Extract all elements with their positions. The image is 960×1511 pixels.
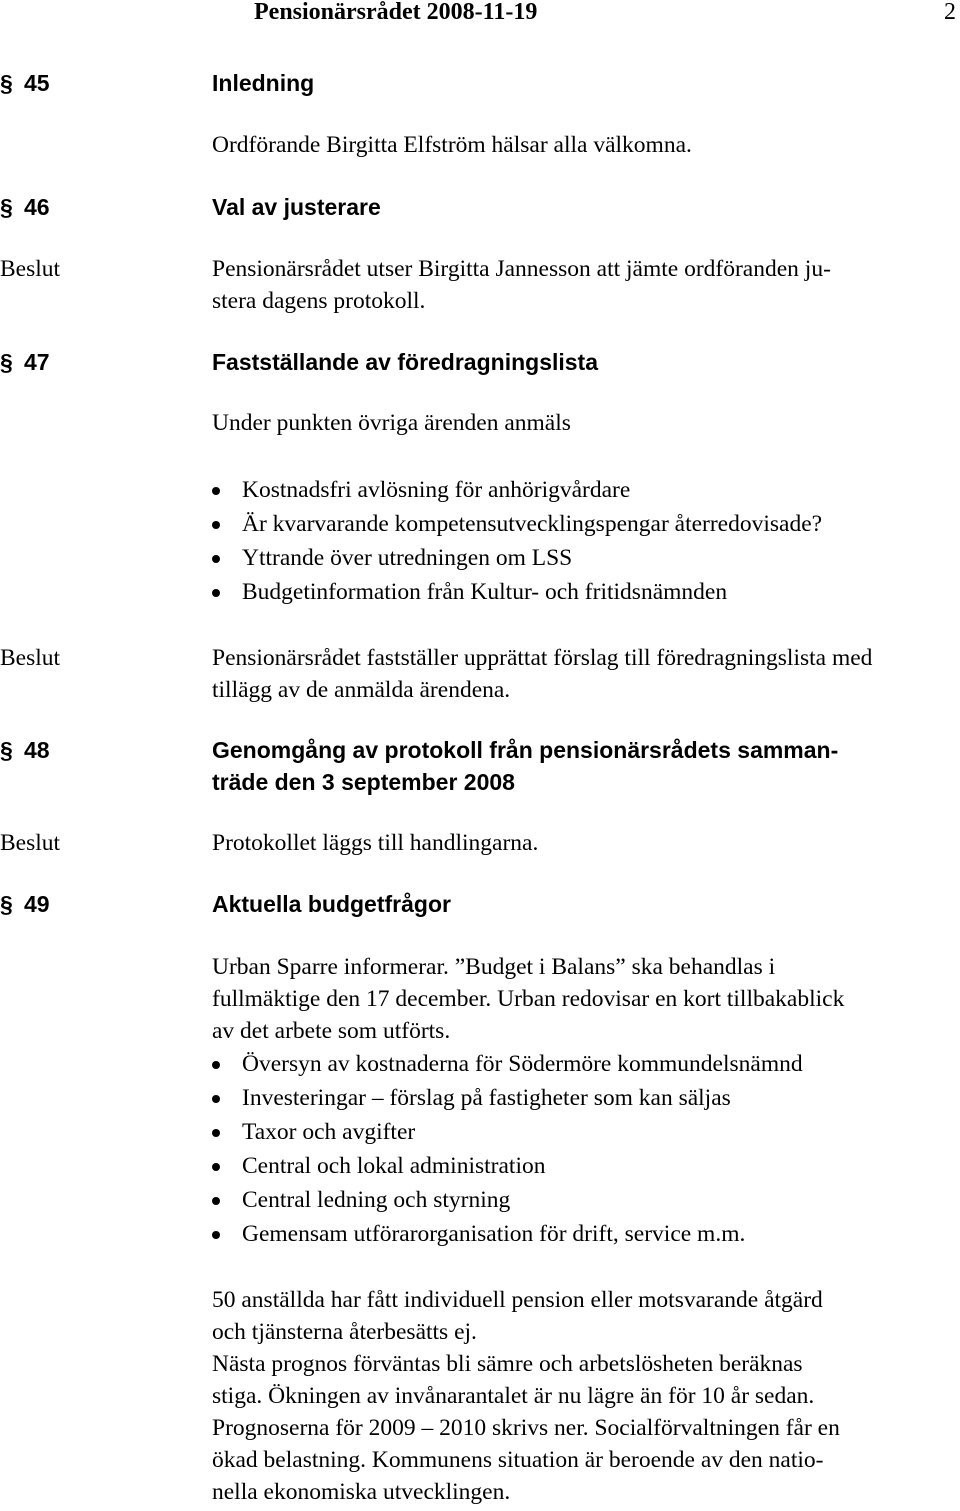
section-48-decision: Protokollet läggs till handlingarna. (212, 830, 539, 856)
section-title: Aktuella budgetfrågor (212, 891, 451, 917)
list-item-text: Är kvarvarande kompetensutvecklingspengar återredovisade? (242, 511, 823, 537)
section-47-intro: Under punkten övriga ärenden anmäls (212, 410, 571, 436)
decision-label: Beslut (0, 830, 61, 856)
section-symbol: § (0, 194, 13, 220)
decision-line: tillägg av de anmälda ärendena. (212, 677, 511, 703)
paragraph-line: Prognoserna för 2009 – 2010 skrivs ner. Socialförvaltningen får en (212, 1415, 840, 1441)
section-46-decision (212, 253, 960, 317)
paragraph-line: ökad belastning. Kommunens situation är beroende av den natio- (212, 1447, 824, 1473)
paragraph-line: av det arbete som utförts. (212, 1018, 451, 1044)
decision-line: Pensionärsrådet fastställer upprättat förslag till föredragningslista med (212, 645, 873, 671)
section-47-decision (212, 642, 960, 706)
page-number: 2 (944, 0, 956, 25)
bullet-icon (212, 1163, 220, 1171)
bullet-icon (212, 555, 220, 563)
section-title: Inledning (212, 70, 315, 96)
section-symbol: § (0, 737, 13, 763)
bullet-icon (212, 1197, 220, 1205)
section-47-bullet-list (212, 474, 822, 610)
decision-line: Pensionärsrådet utser Birgitta Jannesson att jämte ordföranden ju- (212, 256, 831, 282)
paragraph-line: 50 anställda har fått individuell pension eller motsvarande åtgärd (212, 1287, 823, 1313)
list-item-text: Central och lokal administration (242, 1153, 546, 1179)
section-symbol: § (0, 891, 13, 917)
paragraph-line: Nästa prognos förväntas bli sämre och arbetslösheten beräknas (212, 1351, 803, 1377)
section-title: Val av justerare (212, 194, 381, 220)
list-item-text: Central ledning och styrning (242, 1187, 511, 1213)
bullet-icon (212, 589, 220, 597)
list-item-text: Budgetinformation från Kultur- och fritidsnämnden (242, 579, 728, 605)
paragraph-line: nella ekonomiska utvecklingen. (212, 1479, 511, 1505)
section-45-text: Ordförande Birgitta Elfström hälsar alla välkomna. (212, 132, 692, 158)
section-title-line: Genomgång av protokoll från pensionärsrådets samman- (212, 737, 839, 763)
list-item-text: Kostnadsfri avlösning för anhörigvårdare (242, 477, 631, 503)
list-item-text: Taxor och avgifter (242, 1119, 416, 1145)
paragraph-line: och tjänsterna återbesätts ej. (212, 1319, 477, 1345)
section-number: 46 (24, 194, 50, 220)
decision-line: stera dagens protokoll. (212, 288, 426, 314)
bullet-icon (212, 1061, 220, 1069)
list-item (212, 508, 822, 542)
section-symbol: § (0, 70, 13, 96)
list-item-text: Yttrande över utredningen om LSS (242, 545, 573, 571)
bullet-icon (212, 1231, 220, 1239)
section-number: 49 (24, 891, 50, 917)
list-item (212, 1082, 803, 1116)
section-title-line: träde den 3 september 2008 (212, 769, 515, 795)
list-item (212, 1116, 803, 1150)
decision-label: Beslut (0, 256, 61, 282)
decision-label: Beslut (0, 645, 61, 671)
paragraph-line: fullmäktige den 17 december. Urban redovisar en kort tillbakablick (212, 986, 845, 1012)
section-symbol: § (0, 349, 13, 375)
list-item (212, 1184, 803, 1218)
section-number: 45 (24, 70, 50, 96)
list-item (212, 1048, 803, 1082)
section-title (212, 734, 932, 798)
bullet-icon (212, 521, 220, 529)
section-number: 48 (24, 737, 50, 763)
section-49-bullet-list (212, 1048, 803, 1252)
paragraph-line: Urban Sparre informerar. ”Budget i Balans” ska behandlas i (212, 954, 776, 980)
section-49-intro (212, 951, 957, 1047)
list-item-text: Investeringar – förslag på fastigheter som kan säljas (242, 1085, 731, 1111)
paragraph-line: stiga. Ökningen av invånarantalet är nu lägre än för 10 år sedan. (212, 1383, 815, 1409)
section-title: Fastställande av föredragningslista (212, 349, 599, 375)
header-title: Pensionärsrådet 2008-11-19 (254, 0, 538, 25)
bullet-icon (212, 487, 220, 495)
section-number: 47 (24, 349, 50, 375)
list-item (212, 1218, 803, 1252)
list-item (212, 1150, 803, 1184)
list-item-text: Gemensam utförarorganisation för drift, service m.m. (242, 1221, 746, 1247)
bullet-icon (212, 1095, 220, 1103)
section-49-closing (212, 1284, 957, 1508)
page-header (0, 0, 960, 28)
list-item (212, 576, 822, 610)
list-item (212, 474, 822, 508)
list-item (212, 542, 822, 576)
list-item-text: Översyn av kostnaderna för Södermöre kommundelsnämnd (242, 1051, 803, 1077)
bullet-icon (212, 1129, 220, 1137)
